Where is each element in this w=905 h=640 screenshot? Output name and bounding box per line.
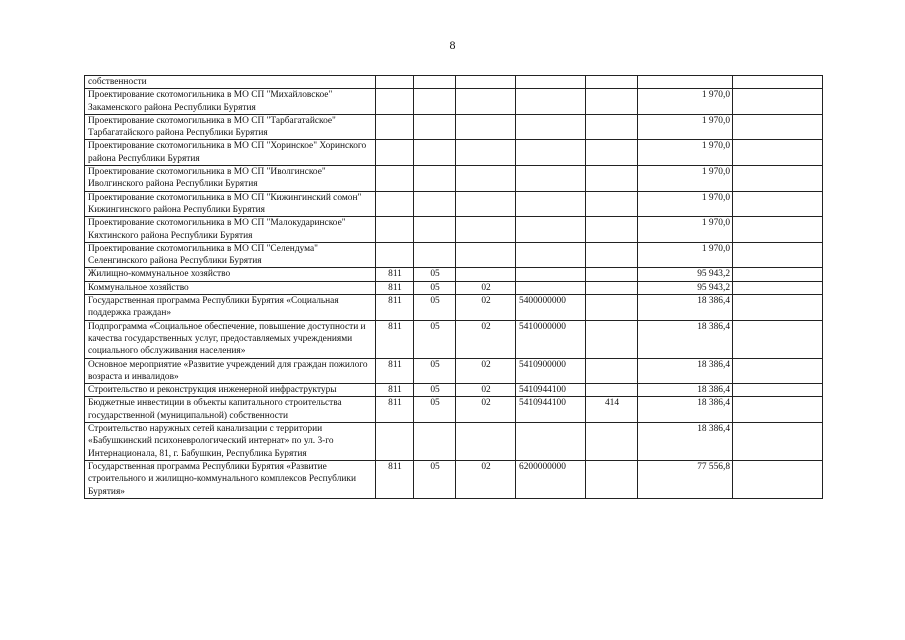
department-code-cell: 811 [376,460,414,498]
item-name-cell: Проектирование скотомогильника в МО СП "Кижингинский сомон" Кижингинского района Республики Бурятия [85,191,376,217]
expense-type-code-cell [586,166,638,192]
item-name-cell: Проектирование скотомогильника в МО СП "Малокударинское" Кяхтинского района Республики Бурятия [85,217,376,243]
target-item-code-cell [516,423,586,461]
extra-cell [733,460,823,498]
table-row [85,397,823,423]
extra-cell [733,191,823,217]
expense-type-code-cell [586,281,638,294]
department-code-cell [376,76,414,89]
target-item-code-cell [516,281,586,294]
amount-cell: 18 386,4 [638,397,733,423]
target-item-code-cell [516,268,586,281]
section-code-cell: 05 [414,320,456,358]
subsection-code-cell [456,242,516,268]
item-name-cell: Проектирование скотомогильника в МО СП "Селендума" Селенгинского района Республики Бурятия [85,242,376,268]
section-code-cell: 05 [414,281,456,294]
target-item-code-cell [516,242,586,268]
amount-cell: 1 970,0 [638,191,733,217]
target-item-code-cell: 5410900000 [516,358,586,384]
subsection-code-cell [456,140,516,166]
extra-cell [733,166,823,192]
table-row [85,89,823,115]
item-name-cell: Проектирование скотомогильника в МО СП "Михайловское" Закаменского района Республики Бурятия [85,89,376,115]
section-code-cell [414,166,456,192]
subsection-code-cell [456,268,516,281]
extra-cell [733,89,823,115]
extra-cell [733,295,823,321]
subsection-code-cell [456,423,516,461]
department-code-cell: 811 [376,295,414,321]
section-code-cell: 05 [414,295,456,321]
extra-cell [733,423,823,461]
extra-cell [733,358,823,384]
subsection-code-cell [456,217,516,243]
amount-cell: 77 556,8 [638,460,733,498]
department-code-cell: 811 [376,358,414,384]
target-item-code-cell: 5410000000 [516,320,586,358]
section-code-cell: 05 [414,460,456,498]
table-row [85,242,823,268]
table-row [85,384,823,397]
target-item-code-cell: 5400000000 [516,295,586,321]
subsection-code-cell: 02 [456,358,516,384]
department-code-cell: 811 [376,384,414,397]
amount-cell: 95 943,2 [638,281,733,294]
table-row [85,166,823,192]
item-name-cell: Государственная программа Республики Бурятия «Развитие строительного и жилищно-коммунального комплексов Республики Бурятия» [85,460,376,498]
amount-cell [638,76,733,89]
amount-cell: 1 970,0 [638,217,733,243]
subsection-code-cell: 02 [456,397,516,423]
budget-table [84,75,823,499]
extra-cell [733,384,823,397]
extra-cell [733,114,823,140]
subsection-code-cell [456,166,516,192]
section-code-cell [414,423,456,461]
target-item-code-cell [516,89,586,115]
department-code-cell [376,217,414,243]
extra-cell [733,281,823,294]
department-code-cell [376,191,414,217]
section-code-cell: 05 [414,384,456,397]
item-name-cell: Проектирование скотомогильника в МО СП "Хоринское" Хоринского района Республики Бурятия [85,140,376,166]
department-code-cell [376,89,414,115]
page-number: 8 [449,38,456,52]
extra-cell [733,140,823,166]
table-row [85,76,823,89]
expense-type-code-cell [586,320,638,358]
expense-type-code-cell [586,423,638,461]
expense-type-code-cell: 414 [586,397,638,423]
table-row [85,358,823,384]
subsection-code-cell: 02 [456,460,516,498]
extra-cell [733,397,823,423]
section-code-cell [414,140,456,166]
target-item-code-cell [516,166,586,192]
item-name-cell: Строительство и реконструкция инженерной инфраструктуры [85,384,376,397]
expense-type-code-cell [586,295,638,321]
amount-cell: 18 386,4 [638,384,733,397]
expense-type-code-cell [586,89,638,115]
table-row [85,114,823,140]
table-row [85,460,823,498]
amount-cell: 1 970,0 [638,166,733,192]
expense-type-code-cell [586,140,638,166]
expense-type-code-cell [586,76,638,89]
section-code-cell [414,89,456,115]
expense-type-code-cell [586,384,638,397]
table-row [85,423,823,461]
department-code-cell: 811 [376,268,414,281]
table-row [85,191,823,217]
extra-cell [733,320,823,358]
extra-cell [733,217,823,243]
department-code-cell: 811 [376,397,414,423]
subsection-code-cell [456,114,516,140]
section-code-cell [414,242,456,268]
amount-cell: 18 386,4 [638,295,733,321]
department-code-cell: 811 [376,320,414,358]
amount-cell: 1 970,0 [638,114,733,140]
section-code-cell: 05 [414,397,456,423]
section-code-cell: 05 [414,268,456,281]
target-item-code-cell [516,114,586,140]
expense-type-code-cell [586,268,638,281]
section-code-cell [414,114,456,140]
extra-cell [733,76,823,89]
expense-type-code-cell [586,460,638,498]
subsection-code-cell [456,76,516,89]
item-name-cell: Бюджетные инвестиции в объекты капитального строительства государственной (муниципальной) собственности [85,397,376,423]
extra-cell [733,268,823,281]
expense-type-code-cell [586,217,638,243]
department-code-cell [376,242,414,268]
extra-cell [733,242,823,268]
amount-cell: 1 970,0 [638,140,733,166]
department-code-cell: 811 [376,281,414,294]
table-row [85,281,823,294]
target-item-code-cell: 5410944100 [516,397,586,423]
table-row [85,268,823,281]
table-row [85,217,823,243]
target-item-code-cell [516,76,586,89]
section-code-cell [414,76,456,89]
department-code-cell [376,140,414,166]
subsection-code-cell: 02 [456,281,516,294]
expense-type-code-cell [586,114,638,140]
section-code-cell: 05 [414,358,456,384]
subsection-code-cell: 02 [456,384,516,397]
amount-cell: 18 386,4 [638,423,733,461]
amount-cell: 95 943,2 [638,268,733,281]
item-name-cell: Основное мероприятие «Развитие учреждений для граждан пожилого возраста и инвалидов» [85,358,376,384]
amount-cell: 1 970,0 [638,242,733,268]
item-name-cell: Проектирование скотомогильника в МО СП "Тарбагатайское" Тарбагатайского района Республики Бурятия [85,114,376,140]
department-code-cell [376,423,414,461]
department-code-cell [376,166,414,192]
target-item-code-cell: 5410944100 [516,384,586,397]
subsection-code-cell: 02 [456,295,516,321]
section-code-cell [414,191,456,217]
table-row [85,140,823,166]
target-item-code-cell: 6200000000 [516,460,586,498]
item-name-cell: Подпрограмма «Социальное обеспечение, повышение доступности и качества государственных услуг, предоставляемых учреждениями социального обслуживания населения» [85,320,376,358]
section-code-cell [414,217,456,243]
item-name-cell: Государственная программа Республики Бурятия «Социальная поддержка граждан» [85,295,376,321]
item-name-cell: Жилищно-коммунальное хозяйство [85,268,376,281]
amount-cell: 1 970,0 [638,89,733,115]
expense-type-code-cell [586,358,638,384]
item-name-cell: Строительство наружных сетей канализации с территории «Бабушкинский психоневрологический интернат» по ул. 3-го Интернационала, 81, г. Бабушкин, Республика Бурятия [85,423,376,461]
item-name-cell: собственности [85,76,376,89]
expense-type-code-cell [586,242,638,268]
target-item-code-cell [516,217,586,243]
amount-cell: 18 386,4 [638,320,733,358]
department-code-cell [376,114,414,140]
subsection-code-cell [456,191,516,217]
table-row [85,320,823,358]
target-item-code-cell [516,191,586,217]
subsection-code-cell: 02 [456,320,516,358]
expense-type-code-cell [586,191,638,217]
target-item-code-cell [516,140,586,166]
amount-cell: 18 386,4 [638,358,733,384]
table-row [85,295,823,321]
item-name-cell: Коммунальное хозяйство [85,281,376,294]
item-name-cell: Проектирование скотомогильника в МО СП "Иволгинское" Иволгинского района Республики Бурятия [85,166,376,192]
subsection-code-cell [456,89,516,115]
